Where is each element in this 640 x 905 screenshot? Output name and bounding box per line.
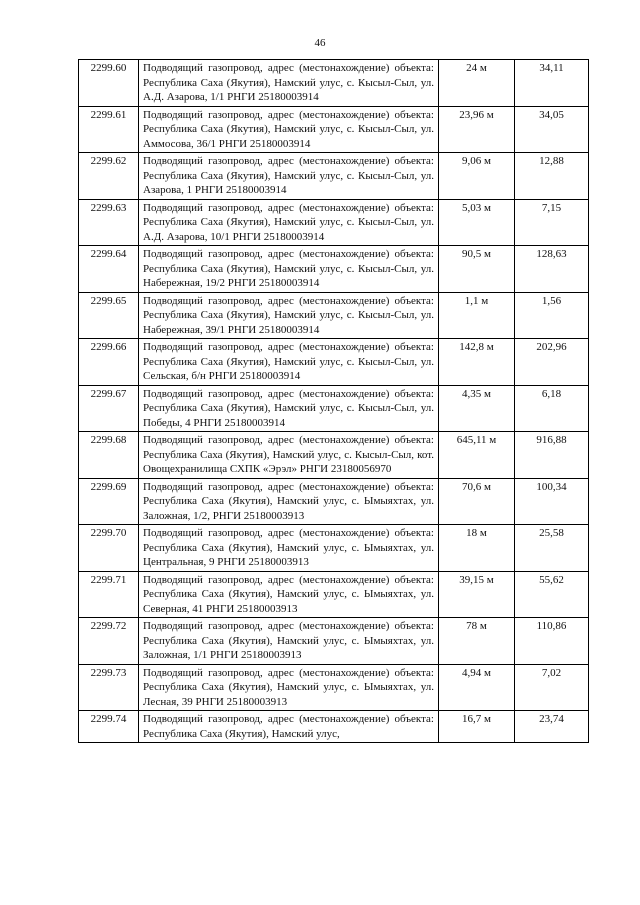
row-number: 2299.71 bbox=[79, 571, 139, 618]
row-value: 7,15 bbox=[515, 199, 589, 246]
row-description: Подводящий газопровод, адрес (местонахождение) объекта: Республика Саха (Якутия), Намский улус, с. Кысыл-Сыл, ул. Сельская, б/н РНГИ 25180003914 bbox=[139, 339, 439, 386]
row-length: 23,96 м bbox=[439, 106, 515, 153]
row-length: 9,06 м bbox=[439, 153, 515, 200]
row-description: Подводящий газопровод, адрес (местонахождение) объекта: Республика Саха (Якутия), Намский улус, с. Кысыл-Сыл, ул. Набережная, 19/2 РНГИ 25180003914 bbox=[139, 246, 439, 293]
row-description: Подводящий газопровод, адрес (местонахождение) объекта: Республика Саха (Якутия), Намский улус, с. Ымыяхтах, ул. Северная, 41 РНГИ 25180003913 bbox=[139, 571, 439, 618]
row-value: 55,62 bbox=[515, 571, 589, 618]
row-description: Подводящий газопровод, адрес (местонахождение) объекта: Республика Саха (Якутия), Намский улус, с. Ымыяхтах, ул. Заложная, 1/1 РНГИ 25180003913 bbox=[139, 618, 439, 665]
row-description: Подводящий газопровод, адрес (местонахождение) объекта: Республика Саха (Якутия), Намский улус, с. Ымыяхтах, ул. Заложная, 1/2, РНГИ 25180003913 bbox=[139, 478, 439, 525]
table-row bbox=[79, 432, 589, 479]
row-description: Подводящий газопровод, адрес (местонахождение) объекта: Республика Саха (Якутия), Намский улус, с. Кысыл-Сыл, ул. А.Д. Азарова, 10/1 РНГИ 25180003914 bbox=[139, 199, 439, 246]
table-row bbox=[79, 664, 589, 711]
row-description: Подводящий газопровод, адрес (местонахождение) объекта: Республика Саха (Якутия), Намский улус, с. Ымыяхтах, ул. Центральная, 9 РНГИ 25180003913 bbox=[139, 525, 439, 572]
row-description: Подводящий газопровод, адрес (местонахождение) объекта: Республика Саха (Якутия), Намский улус, с. Кысыл-Сыл, ул. Аммосова, 36/1 РНГИ 25180003914 bbox=[139, 106, 439, 153]
row-number: 2299.69 bbox=[79, 478, 139, 525]
table-row bbox=[79, 525, 589, 572]
registry-table-body bbox=[79, 60, 589, 743]
row-number: 2299.73 bbox=[79, 664, 139, 711]
row-description: Подводящий газопровод, адрес (местонахождение) объекта: Республика Саха (Якутия), Намский улус, с. Ымыяхтах, ул. Лесная, 39 РНГИ 25180003913 bbox=[139, 664, 439, 711]
row-length: 645,11 м bbox=[439, 432, 515, 479]
row-description: Подводящий газопровод, адрес (местонахождение) объекта: Республика Саха (Якутия), Намский улус, с. Кысыл-Сыл, кот. Овощехранилища СХПК «Эрэл» РНГИ 23180056970 bbox=[139, 432, 439, 479]
row-length: 18 м bbox=[439, 525, 515, 572]
table-row bbox=[79, 60, 589, 107]
row-number: 2299.66 bbox=[79, 339, 139, 386]
row-value: 6,18 bbox=[515, 385, 589, 432]
row-value: 34,11 bbox=[515, 60, 589, 107]
row-description: Подводящий газопровод, адрес (местонахождение) объекта: Республика Саха (Якутия), Намский улус, с. Кысыл-Сыл, ул. А.Д. Азарова, 1/1 РНГИ 25180003914 bbox=[139, 60, 439, 107]
row-value: 110,86 bbox=[515, 618, 589, 665]
row-length: 5,03 м bbox=[439, 199, 515, 246]
row-length: 142,8 м bbox=[439, 339, 515, 386]
table-row bbox=[79, 711, 589, 743]
row-value: 7,02 bbox=[515, 664, 589, 711]
row-number: 2299.68 bbox=[79, 432, 139, 479]
row-value: 128,63 bbox=[515, 246, 589, 293]
registry-table bbox=[78, 59, 589, 743]
row-value: 12,88 bbox=[515, 153, 589, 200]
row-length: 24 м bbox=[439, 60, 515, 107]
row-number: 2299.70 bbox=[79, 525, 139, 572]
row-description: Подводящий газопровод, адрес (местонахождение) объекта: Республика Саха (Якутия), Намский улус, bbox=[139, 711, 439, 743]
row-description: Подводящий газопровод, адрес (местонахождение) объекта: Республика Саха (Якутия), Намский улус, с. Кысыл-Сыл, ул. Азарова, 1 РНГИ 25180003914 bbox=[139, 153, 439, 200]
row-value: 202,96 bbox=[515, 339, 589, 386]
row-number: 2299.61 bbox=[79, 106, 139, 153]
row-value: 34,05 bbox=[515, 106, 589, 153]
table-row bbox=[79, 153, 589, 200]
row-number: 2299.74 bbox=[79, 711, 139, 743]
row-number: 2299.67 bbox=[79, 385, 139, 432]
row-length: 78 м bbox=[439, 618, 515, 665]
row-length: 4,35 м bbox=[439, 385, 515, 432]
table-row bbox=[79, 571, 589, 618]
table-row bbox=[79, 618, 589, 665]
row-number: 2299.60 bbox=[79, 60, 139, 107]
table-row bbox=[79, 292, 589, 339]
row-value: 100,34 bbox=[515, 478, 589, 525]
row-description: Подводящий газопровод, адрес (местонахождение) объекта: Республика Саха (Якутия), Намский улус, с. Кысыл-Сыл, ул. Набережная, 39/1 РНГИ 25180003914 bbox=[139, 292, 439, 339]
row-number: 2299.64 bbox=[79, 246, 139, 293]
row-length: 16,7 м bbox=[439, 711, 515, 743]
row-number: 2299.62 bbox=[79, 153, 139, 200]
row-number: 2299.63 bbox=[79, 199, 139, 246]
row-number: 2299.65 bbox=[79, 292, 139, 339]
row-length: 70,6 м bbox=[439, 478, 515, 525]
row-number: 2299.72 bbox=[79, 618, 139, 665]
page-number: 46 bbox=[314, 37, 326, 49]
table-row bbox=[79, 106, 589, 153]
table-row bbox=[79, 339, 589, 386]
row-length: 39,15 м bbox=[439, 571, 515, 618]
row-length: 1,1 м bbox=[439, 292, 515, 339]
row-value: 1,56 bbox=[515, 292, 589, 339]
row-value: 916,88 bbox=[515, 432, 589, 479]
row-value: 25,58 bbox=[515, 525, 589, 572]
row-length: 90,5 м bbox=[439, 246, 515, 293]
table-row bbox=[79, 478, 589, 525]
row-description: Подводящий газопровод, адрес (местонахождение) объекта: Республика Саха (Якутия), Намский улус, с. Кысыл-Сыл, ул. Победы, 4 РНГИ 25180003914 bbox=[139, 385, 439, 432]
row-length: 4,94 м bbox=[439, 664, 515, 711]
table-row bbox=[79, 199, 589, 246]
row-value: 23,74 bbox=[515, 711, 589, 743]
table-row bbox=[79, 385, 589, 432]
table-row bbox=[79, 246, 589, 293]
